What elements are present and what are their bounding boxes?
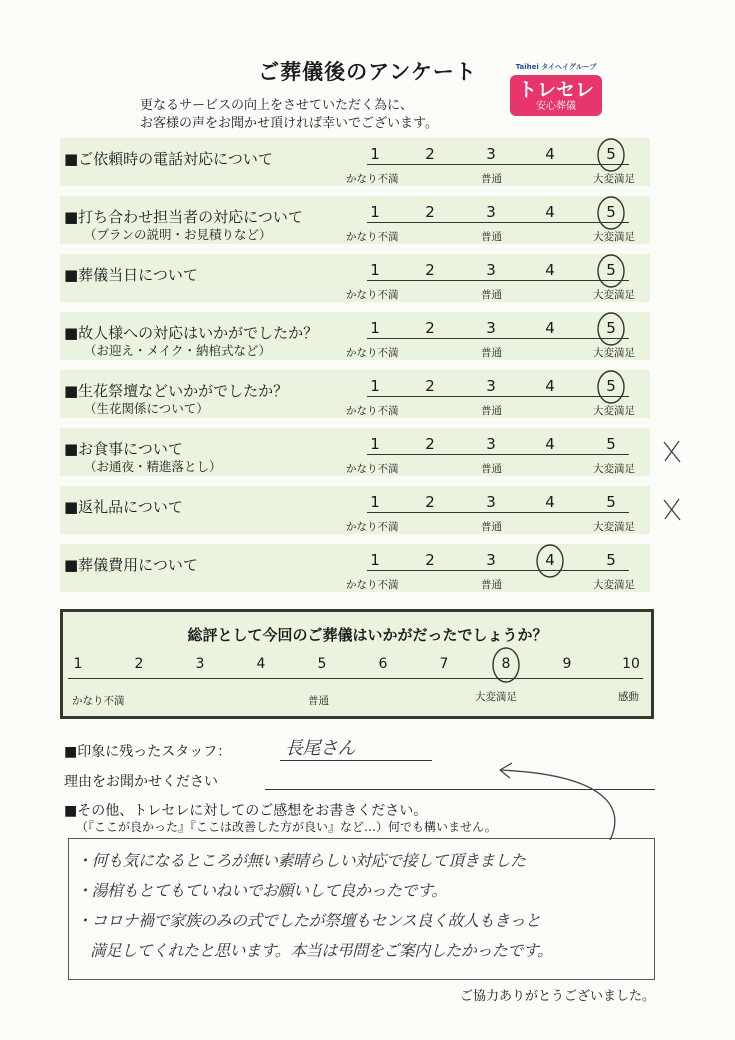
question-sub: （プランの説明・お見積りなど）: [84, 227, 272, 242]
rating-option-2[interactable]: 2: [425, 203, 435, 221]
not-applicable-mark: [664, 499, 680, 520]
rating-option-2[interactable]: 2: [425, 145, 435, 163]
scale-label-mid: 普通: [481, 463, 502, 475]
rating-option-4[interactable]: 4: [545, 145, 555, 163]
scale-label-high: 大変満足: [593, 173, 635, 185]
scale-label-low: かなり不満: [346, 347, 399, 359]
rating-option-1[interactable]: 1: [370, 551, 380, 569]
rating-option-3[interactable]: 3: [486, 377, 496, 395]
answer-circle: [598, 255, 624, 287]
scale-label-low: かなり不満: [346, 463, 399, 475]
scale-label-high: 大変満足: [593, 347, 635, 359]
scale-label-high: 大変満足: [593, 289, 635, 301]
answer-circle: [537, 545, 563, 577]
overall-option-8[interactable]: 8: [501, 656, 511, 672]
overall-option-5[interactable]: 5: [317, 656, 327, 672]
logo-group-name: Taihei タイヘイグループ: [515, 63, 597, 71]
reason-label: 理由をお聞かせください: [64, 774, 218, 790]
overall-rating-title: 総評として今回のご葬儀はいかがだったでしょうか？: [187, 626, 548, 644]
scale-label-high: 大変満足: [593, 579, 635, 591]
scale-label-high: 大変満足: [593, 231, 635, 243]
answer-circle: [598, 371, 624, 403]
logo-brand: トレセレ: [517, 79, 594, 101]
rating-option-5[interactable]: 5: [606, 319, 616, 337]
overall-label-top: 感動: [618, 691, 639, 703]
question-label: ■ご依頼時の電話対応について: [64, 150, 273, 168]
question-sub: （お迎え・メイク・納棺式など）: [84, 343, 272, 358]
answer-circle: [598, 313, 624, 345]
rating-option-2[interactable]: 2: [425, 493, 435, 511]
overall-option-1[interactable]: 1: [73, 656, 83, 672]
rating-option-4[interactable]: 4: [545, 493, 555, 511]
rating-option-4[interactable]: 4: [545, 203, 555, 221]
overall-label-low: かなり不満: [72, 695, 125, 707]
thanks-message: ご協力ありがとうございました。: [460, 989, 656, 1004]
rating-option-4[interactable]: 4: [545, 435, 555, 453]
not-applicable-mark: [664, 441, 680, 462]
rating-option-5[interactable]: 5: [606, 145, 616, 163]
rating-option-1[interactable]: 1: [370, 145, 380, 163]
page-title: ご葬儀後のアンケート: [258, 60, 477, 84]
rating-option-2[interactable]: 2: [425, 261, 435, 279]
overall-answer-circle: [493, 648, 519, 682]
rating-option-2[interactable]: 2: [425, 435, 435, 453]
rating-option-5[interactable]: 5: [606, 377, 616, 395]
rating-option-1[interactable]: 1: [370, 319, 380, 337]
scale-label-high: 大変満足: [593, 405, 635, 417]
question-sub: （お通夜・精進落とし）: [84, 459, 222, 474]
rating-option-5[interactable]: 5: [606, 493, 616, 511]
rating-option-2[interactable]: 2: [425, 551, 435, 569]
rating-option-3[interactable]: 3: [486, 493, 496, 511]
rating-option-1[interactable]: 1: [370, 493, 380, 511]
comment-line-2: ・湯棺もとてもていねいでお願いして良かったです。: [76, 881, 447, 900]
scale-label-low: かなり不満: [346, 405, 399, 417]
answer-circle: [598, 197, 624, 229]
rating-option-5[interactable]: 5: [606, 261, 616, 279]
scale-label-mid: 普通: [481, 231, 502, 243]
rating-option-5[interactable]: 5: [606, 435, 616, 453]
scale-label-mid: 普通: [481, 347, 502, 359]
staff-label: ■印象に残ったスタッフ：: [64, 744, 232, 760]
comment-line-3: ・コロナ禍で家族のみの式でしたが祭壇もセンス良く故人もきっと: [76, 911, 541, 930]
rating-option-3[interactable]: 3: [486, 261, 496, 279]
question-label: ■返礼品について: [64, 498, 183, 516]
handwritten-arrow: [500, 763, 615, 840]
intro-line-1: 更なるサービスの向上をさせていただく為に、: [140, 98, 414, 113]
overall-option-4[interactable]: 4: [256, 656, 266, 672]
rating-option-2[interactable]: 2: [425, 319, 435, 337]
rating-option-4[interactable]: 4: [545, 319, 555, 337]
rating-option-3[interactable]: 3: [486, 435, 496, 453]
overall-option-9[interactable]: 9: [562, 656, 572, 672]
rating-option-5[interactable]: 5: [606, 551, 616, 569]
overall-option-10[interactable]: 10: [622, 656, 640, 672]
staff-value[interactable]: 長尾さん: [285, 738, 355, 759]
scale-label-mid: 普通: [481, 173, 502, 185]
rating-option-1[interactable]: 1: [370, 435, 380, 453]
rating-option-1[interactable]: 1: [370, 261, 380, 279]
answer-circle: [598, 139, 624, 171]
question-sub: （生花関係について）: [84, 401, 209, 416]
overall-option-7[interactable]: 7: [439, 656, 449, 672]
scale-label-mid: 普通: [481, 521, 502, 533]
question-label: ■故人様への対応はいかがでしたか？: [64, 324, 319, 342]
comment-line-4: 満足してくれたと思います。本当は弔問をご案内したかったです。: [90, 941, 553, 960]
rating-option-3[interactable]: 3: [486, 551, 496, 569]
rating-option-3[interactable]: 3: [486, 145, 496, 163]
intro-line-2: お客様の声をお聞かせ頂ければ幸いでございます。: [140, 116, 438, 131]
scale-label-low: かなり不満: [346, 521, 399, 533]
other-sub: （『ここが良かった』『ここは改善した方が良い』など…）何でも構いません。: [76, 820, 497, 834]
rating-option-3[interactable]: 3: [486, 203, 496, 221]
question-label: ■葬儀当日について: [64, 266, 198, 284]
rating-option-1[interactable]: 1: [370, 377, 380, 395]
scale-label-high: 大変満足: [593, 521, 635, 533]
rating-option-4[interactable]: 4: [545, 551, 555, 569]
question-label: ■生花祭壇などいかがでしたか？: [64, 382, 289, 400]
overall-option-2[interactable]: 2: [134, 656, 144, 672]
rating-option-4[interactable]: 4: [545, 377, 555, 395]
scale-label-mid: 普通: [481, 289, 502, 301]
scale-label-mid: 普通: [481, 579, 502, 591]
logo-sub: 安心葬儀: [536, 101, 576, 112]
question-label: ■葬儀費用について: [64, 556, 198, 574]
scale-label-low: かなり不満: [346, 173, 399, 185]
scale-label-mid: 普通: [481, 405, 502, 417]
rating-option-4[interactable]: 4: [545, 261, 555, 279]
overall-option-6[interactable]: 6: [378, 656, 388, 672]
rating-option-5[interactable]: 5: [606, 203, 616, 221]
scale-label-high: 大変満足: [593, 463, 635, 475]
question-label: ■打ち合わせ担当者の対応について: [64, 208, 303, 226]
overall-label-mid: 普通: [308, 695, 329, 707]
scale-label-low: かなり不満: [346, 231, 399, 243]
rating-option-2[interactable]: 2: [425, 377, 435, 395]
overall-option-3[interactable]: 3: [195, 656, 205, 672]
rating-option-3[interactable]: 3: [486, 319, 496, 337]
scale-label-low: かなり不満: [346, 289, 399, 301]
scale-label-low: かなり不満: [346, 579, 399, 591]
rating-option-1[interactable]: 1: [370, 203, 380, 221]
comment-line-1: ・何も気になるところが無い素晴らしい対応で接して頂きました: [76, 851, 526, 870]
overall-label-high: 大変満足: [475, 691, 517, 703]
question-label: ■お食事について: [64, 440, 183, 458]
other-label: ■その他、トレセレに対してのご感想をお書きください。: [64, 803, 428, 819]
